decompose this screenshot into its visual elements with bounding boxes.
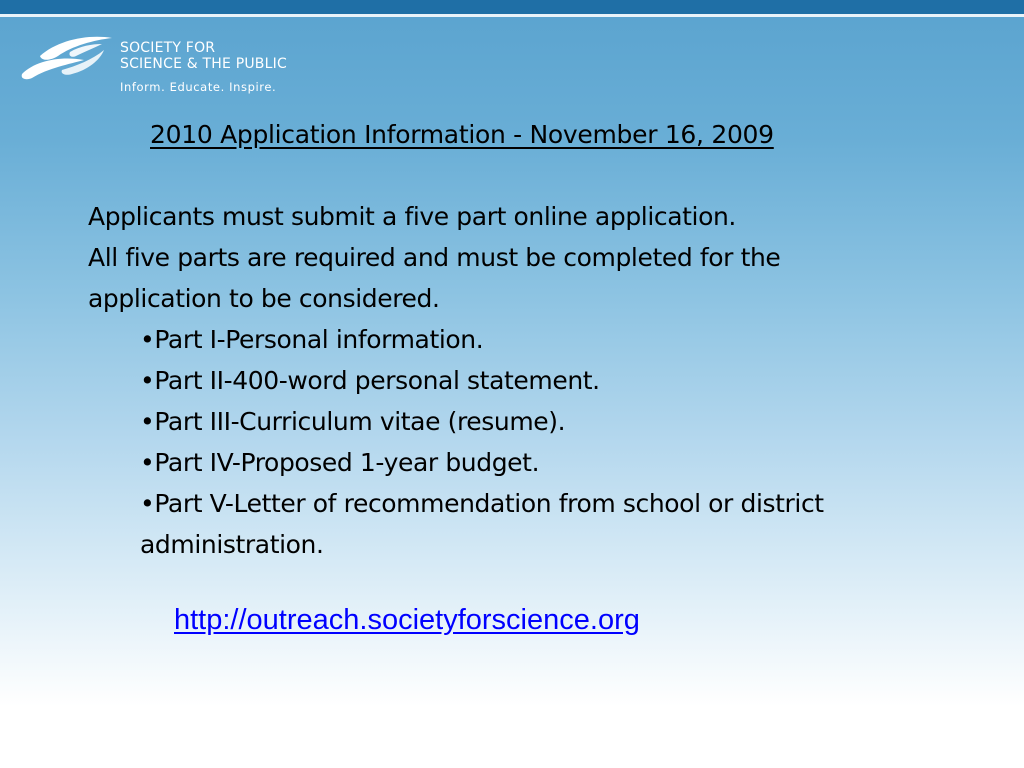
intro-line2: All five parts are required and must be completed for the application to be considered. — [88, 243, 781, 313]
society-logo — [18, 30, 328, 98]
list-item: •Part III-Curriculum vitae (resume). — [140, 407, 566, 436]
list-item: •Part V-Letter of recommendation from school or district administration. — [140, 489, 824, 559]
slide-body — [88, 196, 918, 565]
logo-line1: SOCIETY FOR — [120, 40, 216, 56]
list-item: •Part IV-Proposed 1-year budget. — [140, 448, 540, 477]
logo-tagline: Inform. Educate. Inspire. — [120, 80, 277, 94]
list-item: •Part II-400-word personal statement. — [140, 366, 600, 395]
outreach-link[interactable]: http://outreach.societyforscience.org — [174, 604, 640, 636]
list-item: •Part I-Personal information. — [140, 325, 484, 354]
intro-line1: Applicants must submit a five part online application. — [88, 202, 736, 231]
slide-title: 2010 Application Information - November 16, 2009 — [150, 120, 774, 149]
top-bar — [0, 0, 1024, 14]
top-bar-divider — [0, 14, 1024, 17]
logo-line2: SCIENCE & THE PUBLIC — [120, 56, 287, 72]
parts-list — [88, 319, 918, 565]
logo-text — [120, 40, 287, 72]
sspicon-swoosh-icon — [18, 30, 114, 82]
